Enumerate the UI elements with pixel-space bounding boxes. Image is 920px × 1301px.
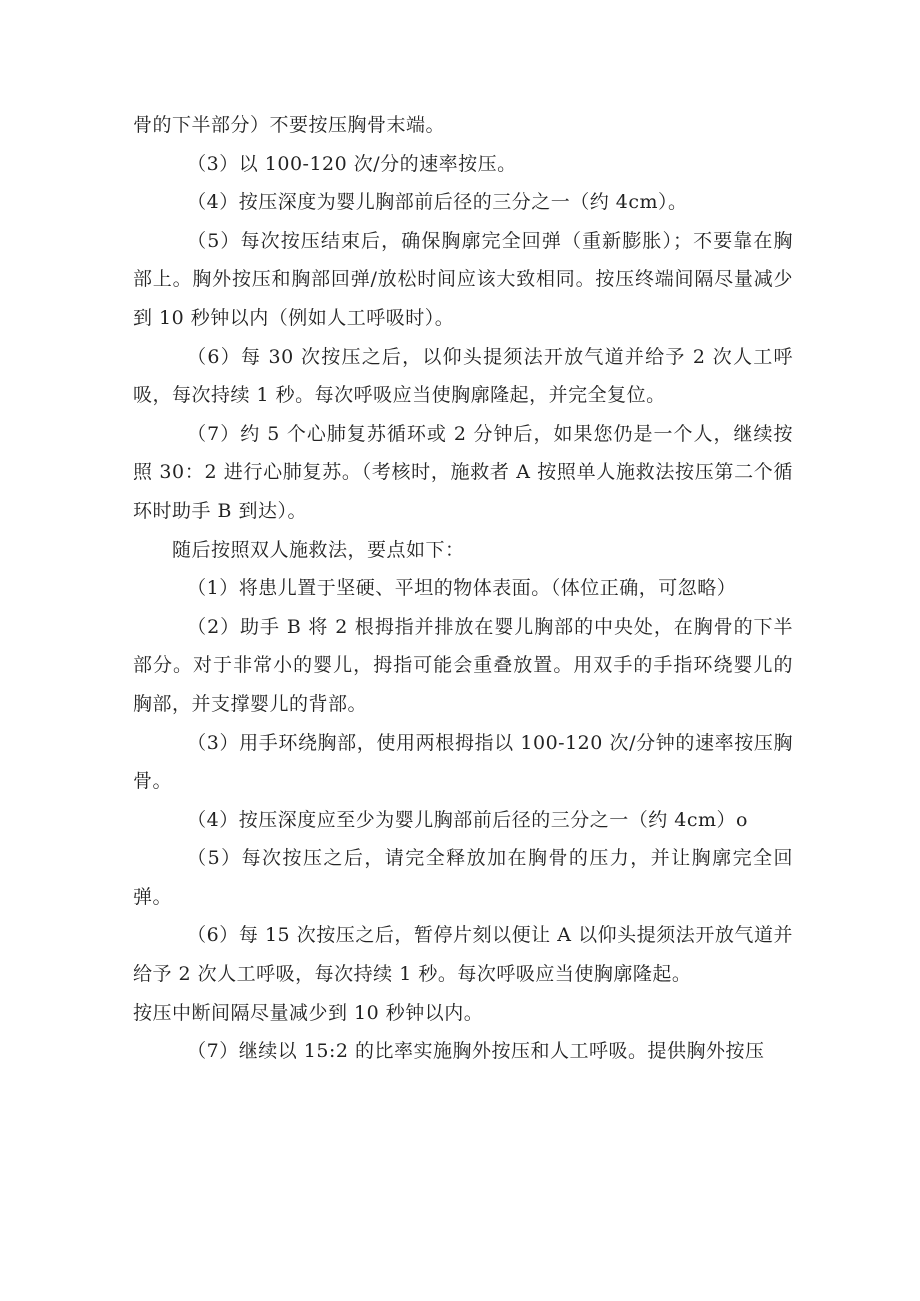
paragraph-step-7-cycles: （7）约 5 个心肺复苏循环或 2 分钟后，如果您仍是一个人，继续按照 30：2 进行心肺复苏。（考核时，施救者 A 按照单人施救法按压第二个循环时助手 B 到达）。 — [133, 422, 793, 522]
paragraph-step-4-depth: （4）按压深度为婴儿胸部前后径的三分之一（约 4cm）。 — [187, 191, 688, 214]
paragraph-two-rescuer-step-6: （6）每 15 次按压之后，暂停片刻以便让 A 以仰头提须法开放气道并给予 2 次人工呼吸，每次持续 1 秒。每次呼吸应当使胸廓隆起。 — [133, 924, 793, 986]
paragraph-two-rescuer-step-3: （3）用手环绕胸部，使用两根拇指以 100-120 次/分钟的速率按压胸骨。 — [133, 731, 793, 793]
paragraph-two-rescuer-intro: 随后按照双人施救法，要点如下： — [171, 538, 465, 561]
paragraph-two-rescuer-step-2: （2）助手 B 将 2 根拇指并排放在婴儿胸部的中央处，在胸骨的下半部分。对于非常小的婴儿，拇指可能会重叠放置。用双手的手指环绕婴儿的胸部，并支撑婴儿的背部。 — [133, 615, 793, 715]
paragraph-two-rescuer-step-4: （4）按压深度应至少为婴儿胸部前后径的三分之一（约 4cm）o — [187, 808, 748, 831]
paragraph-two-rescuer-step-1: （1）将患儿置于坚硬、平坦的物体表面。（体位正确，可忽略） — [187, 577, 737, 600]
paragraph-interruption-note: 按压中断间隔尽量减少到 10 秒钟以内。 — [133, 1001, 484, 1024]
paragraph-step-6-breaths: （6）每 30 次按压之后，以仰头提须法开放气道并给予 2 次人工呼吸，每次持续 1 秒。每次呼吸应当使胸廓隆起，并完全复位。 — [133, 345, 793, 407]
paragraph-continuation: 骨的下半部分）不要按压胸骨末端。 — [133, 114, 446, 136]
paragraph-step-3-rate: （3）以 100-120 次/分的速率按压。 — [187, 152, 517, 175]
document-body — [133, 106, 793, 1071]
paragraph-two-rescuer-step-5: （5）每次按压之后，请完全释放加在胸骨的压力，并让胸廓完全回弹。 — [133, 847, 793, 908]
paragraph-step-5-recoil: （5）每次按压结束后，确保胸廓完全回弹（重新膨胀）；不要靠在胸部上。胸外按压和胸部回弹/放松时间应该大致相同。按压终端间隔尽量减少到 10 秒钟以内（例如人工呼吸时）。 — [133, 229, 793, 329]
paragraph-two-rescuer-step-7: （7）继续以 15:2 的比率实施胸外按压和人工呼吸。提供胸外按压 — [187, 1040, 765, 1063]
